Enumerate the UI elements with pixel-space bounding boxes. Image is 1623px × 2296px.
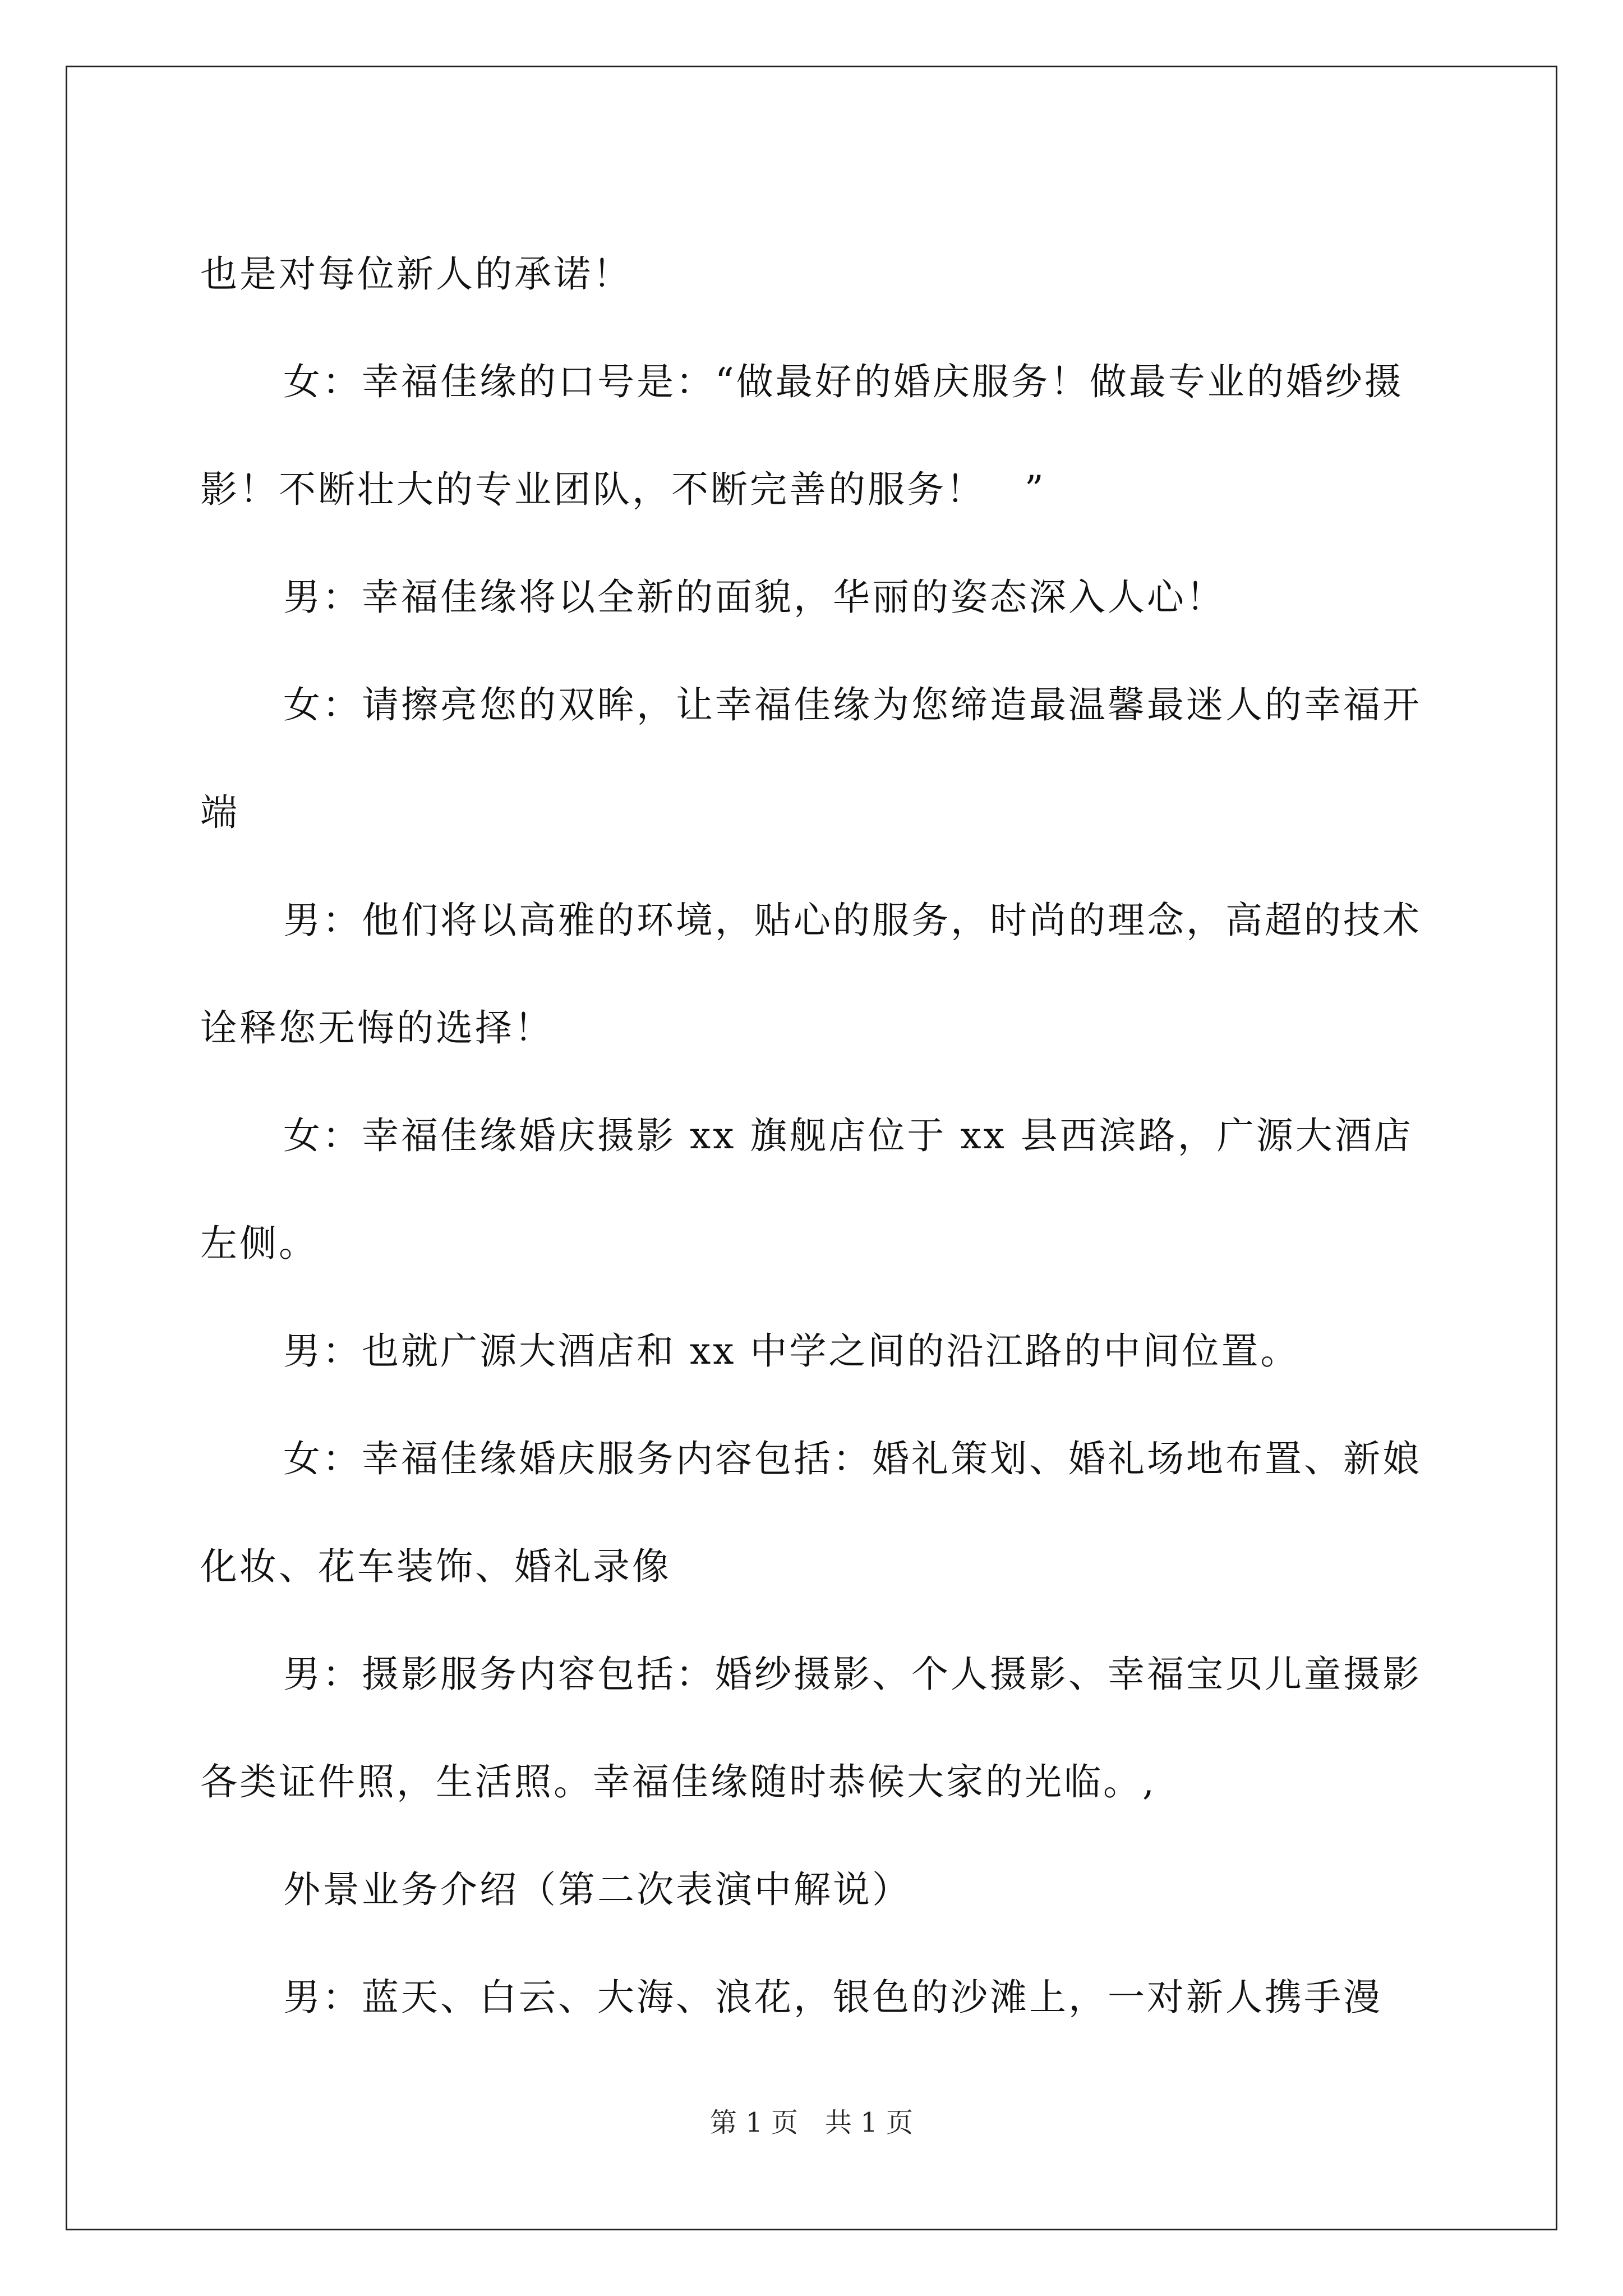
paragraph: 男：摄影服务内容包括：婚纱摄影、个人摄影、幸福宝贝儿童摄影 各类证件照，生活照。幸福佳缘随时恭候大家的光临。, [200,1653,1436,1803]
paragraph: 男：他们将以高雅的环境，贴心的服务，时尚的理念，高超的技术诠释您无悔的选择！ [200,899,1422,1050]
document-body [200,220,1434,2051]
paragraph: 女：请擦亮您的双眸，让幸福佳缘为您缔造最温馨最迷人的幸福开端 [200,683,1422,834]
paragraph: 女：幸福佳缘的口号是：“做最好的婚庆服务！做最专业的婚纱摄影！不断壮大的专业团队，不断完善的服务！ ” [200,360,1404,511]
paragraph: 男：也就广源大酒店和 xx 中学之间的沿江路的中间位置。 [283,1329,1300,1373]
paragraph: 也是对每位新人的承诺！ [200,252,632,296]
paragraph: 女：幸福佳缘婚庆摄影 xx 旗舰店位于 xx 县西滨路，广源大酒店左侧。 [200,1114,1413,1265]
paragraph: 外景业务介绍（第二次表演中解说） [283,1868,911,1911]
paragraph: 男：蓝天、白云、大海、浪花，银色的沙滩上，一对新人携手漫 [283,1976,1382,2019]
page-number-footer: 第 1 页 共 1 页 [709,2107,914,2138]
paragraph: 男：幸福佳缘将以全新的面貌，华丽的姿态深入人心！ [283,576,1225,619]
paragraph: 女：幸福佳缘婚庆服务内容包括：婚礼策划、婚礼场地布置、新娘化妆、花车装饰、婚礼录像 [200,1437,1422,1588]
